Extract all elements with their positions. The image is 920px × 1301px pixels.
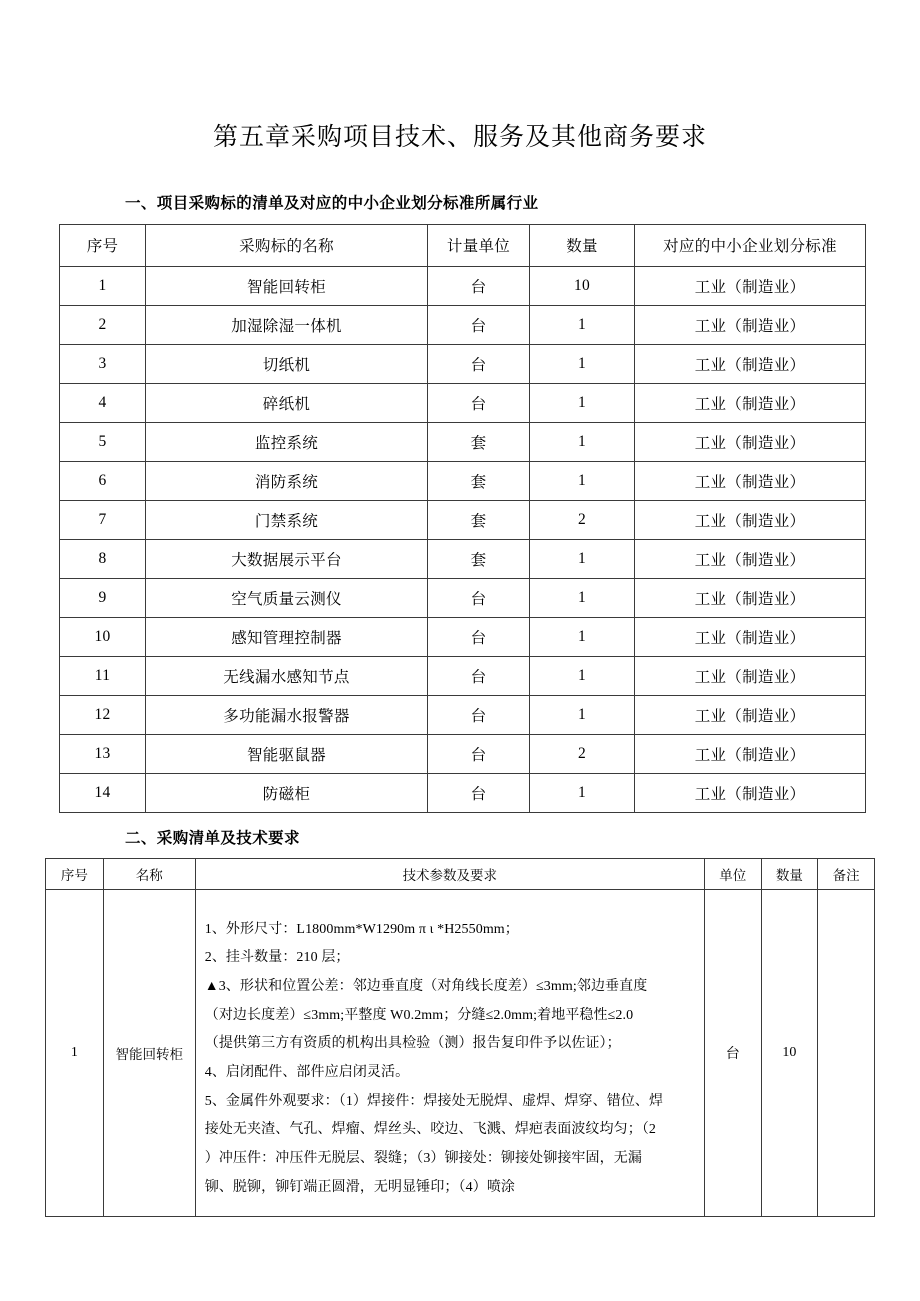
- cell-name: 防磁柜: [146, 773, 428, 812]
- spec-line: （对边长度差）≤3mm;平整度 W0.2mm；分缝≤2.0mm;着地平稳性≤2.0: [204, 1007, 634, 1023]
- table-row: [60, 773, 866, 812]
- table-row: [46, 889, 875, 1217]
- column-header-name: 名称: [103, 858, 195, 889]
- cell-qty: 2: [530, 734, 635, 773]
- column-header-qty: 数量: [530, 224, 635, 266]
- cell-seq: 13: [60, 734, 146, 773]
- cell-unit: 台: [428, 344, 530, 383]
- cell-seq: 7: [60, 500, 146, 539]
- cell-unit: 台: [428, 266, 530, 305]
- cell-note: [818, 889, 875, 1217]
- cell-unit: 台: [428, 383, 530, 422]
- table-row: [60, 266, 866, 305]
- column-header-seq: 序号: [46, 858, 104, 889]
- cell-technical-spec: [195, 889, 704, 1217]
- cell-unit: 台: [428, 578, 530, 617]
- table-row: [60, 734, 866, 773]
- column-header-unit: 单位: [704, 858, 761, 889]
- cell-qty: 1: [530, 695, 635, 734]
- cell-qty: 1: [530, 344, 635, 383]
- spec-line: ）冲压件：冲压件无脱层、裂缝；（3）铆接处：铆接处铆接牢固，无漏: [204, 1151, 642, 1166]
- cell-standard: 工业（制造业）: [635, 656, 866, 695]
- cell-unit: 套: [428, 500, 530, 539]
- cell-unit: 套: [428, 539, 530, 578]
- column-header-standard: 对应的中小企业划分标准: [635, 224, 866, 266]
- cell-unit: 台: [428, 773, 530, 812]
- cell-name: 切纸机: [146, 344, 428, 383]
- cell-standard: 工业（制造业）: [635, 773, 866, 812]
- cell-qty: 1: [530, 617, 635, 656]
- technical-requirements-table: [45, 858, 875, 1218]
- cell-seq: 11: [60, 656, 146, 695]
- cell-name: 加湿除湿一体机: [146, 305, 428, 344]
- column-header-unit: 计量单位: [428, 224, 530, 266]
- column-header-seq: 序号: [60, 224, 146, 266]
- table-header-row: [60, 224, 866, 266]
- cell-unit: 台: [704, 889, 761, 1217]
- cell-name: 碎纸机: [146, 383, 428, 422]
- cell-qty: 10: [530, 266, 635, 305]
- spec-line: 铆、脱铆，铆钉端正圆滑，无明显锤印；（4）喷涂: [204, 1179, 516, 1195]
- page-title: 第五章采购项目技术、服务及其他商务要求: [212, 124, 707, 151]
- cell-seq: 9: [60, 578, 146, 617]
- cell-seq: 14: [60, 773, 146, 812]
- table-row: [60, 305, 866, 344]
- section-heading-one: 一、项目采购标的清单及对应的中小企业划分标准所属行业: [125, 194, 539, 212]
- cell-name: 智能回转柜: [146, 266, 428, 305]
- table-row: [60, 695, 866, 734]
- cell-name: 多功能漏水报警器: [146, 695, 428, 734]
- cell-unit: 套: [428, 461, 530, 500]
- cell-unit: 台: [428, 734, 530, 773]
- table-header-row: [46, 858, 875, 889]
- cell-qty: 1: [530, 422, 635, 461]
- cell-standard: 工业（制造业）: [635, 461, 866, 500]
- cell-seq: 1: [60, 266, 146, 305]
- cell-name: 消防系统: [146, 461, 428, 500]
- cell-qty: 1: [530, 539, 635, 578]
- cell-unit: 台: [428, 695, 530, 734]
- spec-line: 接处无夹渣、气孔、焊瘤、焊丝头、咬边、飞溅、焊疤表面波纹均匀；（2: [204, 1122, 657, 1138]
- table-row: [60, 656, 866, 695]
- cell-name: 空气质量云测仪: [146, 578, 428, 617]
- cell-standard: 工业（制造业）: [635, 539, 866, 578]
- cell-name: 智能回转柜: [103, 889, 195, 1217]
- table-row: [60, 617, 866, 656]
- spec-line: 4、启闭配件、部件应启闭灵活。: [204, 1064, 410, 1080]
- table-row: [60, 461, 866, 500]
- cell-name: 智能驱鼠器: [146, 734, 428, 773]
- cell-standard: 工业（制造业）: [635, 266, 866, 305]
- cell-standard: 工业（制造业）: [635, 500, 866, 539]
- cell-standard: 工业（制造业）: [635, 305, 866, 344]
- cell-name: 无线漏水感知节点: [146, 656, 428, 695]
- column-header-note: 备注: [818, 858, 875, 889]
- section-heading-two: 二、采购清单及技术要求: [125, 829, 300, 847]
- table-row: [60, 383, 866, 422]
- cell-standard: 工业（制造业）: [635, 617, 866, 656]
- cell-name: 感知管理控制器: [146, 617, 428, 656]
- cell-seq: 4: [60, 383, 146, 422]
- cell-seq: 6: [60, 461, 146, 500]
- column-header-spec: 技术参数及要求: [195, 858, 704, 889]
- spec-line: 5、金属件外观要求：（1）焊接件：焊接处无脱焊、虚焊、焊穿、错位、焊: [204, 1093, 664, 1109]
- cell-unit: 台: [428, 656, 530, 695]
- cell-seq: 2: [60, 305, 146, 344]
- cell-name: 门禁系统: [146, 500, 428, 539]
- cell-standard: 工业（制造业）: [635, 695, 866, 734]
- cell-seq: 5: [60, 422, 146, 461]
- spec-line: 2、挂斗数量：210 层；: [204, 950, 350, 966]
- cell-name: 大数据展示平台: [146, 539, 428, 578]
- cell-seq: 1: [46, 889, 104, 1217]
- cell-qty: 1: [530, 578, 635, 617]
- cell-qty: 1: [530, 383, 635, 422]
- cell-unit: 套: [428, 422, 530, 461]
- cell-qty: 1: [530, 461, 635, 500]
- column-header-qty: 数量: [761, 858, 818, 889]
- table-row: [60, 500, 866, 539]
- cell-standard: 工业（制造业）: [635, 383, 866, 422]
- cell-unit: 台: [428, 617, 530, 656]
- cell-seq: 12: [60, 695, 146, 734]
- cell-qty: 1: [530, 305, 635, 344]
- procurement-catalog-table: [59, 224, 866, 813]
- cell-seq: 8: [60, 539, 146, 578]
- column-header-name: 采购标的名称: [146, 224, 428, 266]
- cell-unit: 台: [428, 305, 530, 344]
- spec-line: （提供第三方有资质的机构出具检验（测）报告复印件予以佐证）；: [204, 1036, 621, 1052]
- table-row: [60, 578, 866, 617]
- cell-qty: 10: [761, 889, 818, 1217]
- cell-seq: 10: [60, 617, 146, 656]
- spec-line: ▲3、形状和位置公差：邻边垂直度（对角线长度差）≤3mm;邻边垂直度: [204, 978, 648, 994]
- table-row: [60, 344, 866, 383]
- cell-standard: 工业（制造业）: [635, 344, 866, 383]
- cell-name: 监控系统: [146, 422, 428, 461]
- cell-standard: 工业（制造业）: [635, 578, 866, 617]
- cell-qty: 2: [530, 500, 635, 539]
- cell-qty: 1: [530, 773, 635, 812]
- table-row: [60, 422, 866, 461]
- cell-standard: 工业（制造业）: [635, 734, 866, 773]
- cell-qty: 1: [530, 656, 635, 695]
- cell-seq: 3: [60, 344, 146, 383]
- cell-standard: 工业（制造业）: [635, 422, 866, 461]
- table-row: [60, 539, 866, 578]
- spec-line: 1、外形尺寸：L1800mm*W1290m π ι *H2550mm；: [204, 921, 519, 937]
